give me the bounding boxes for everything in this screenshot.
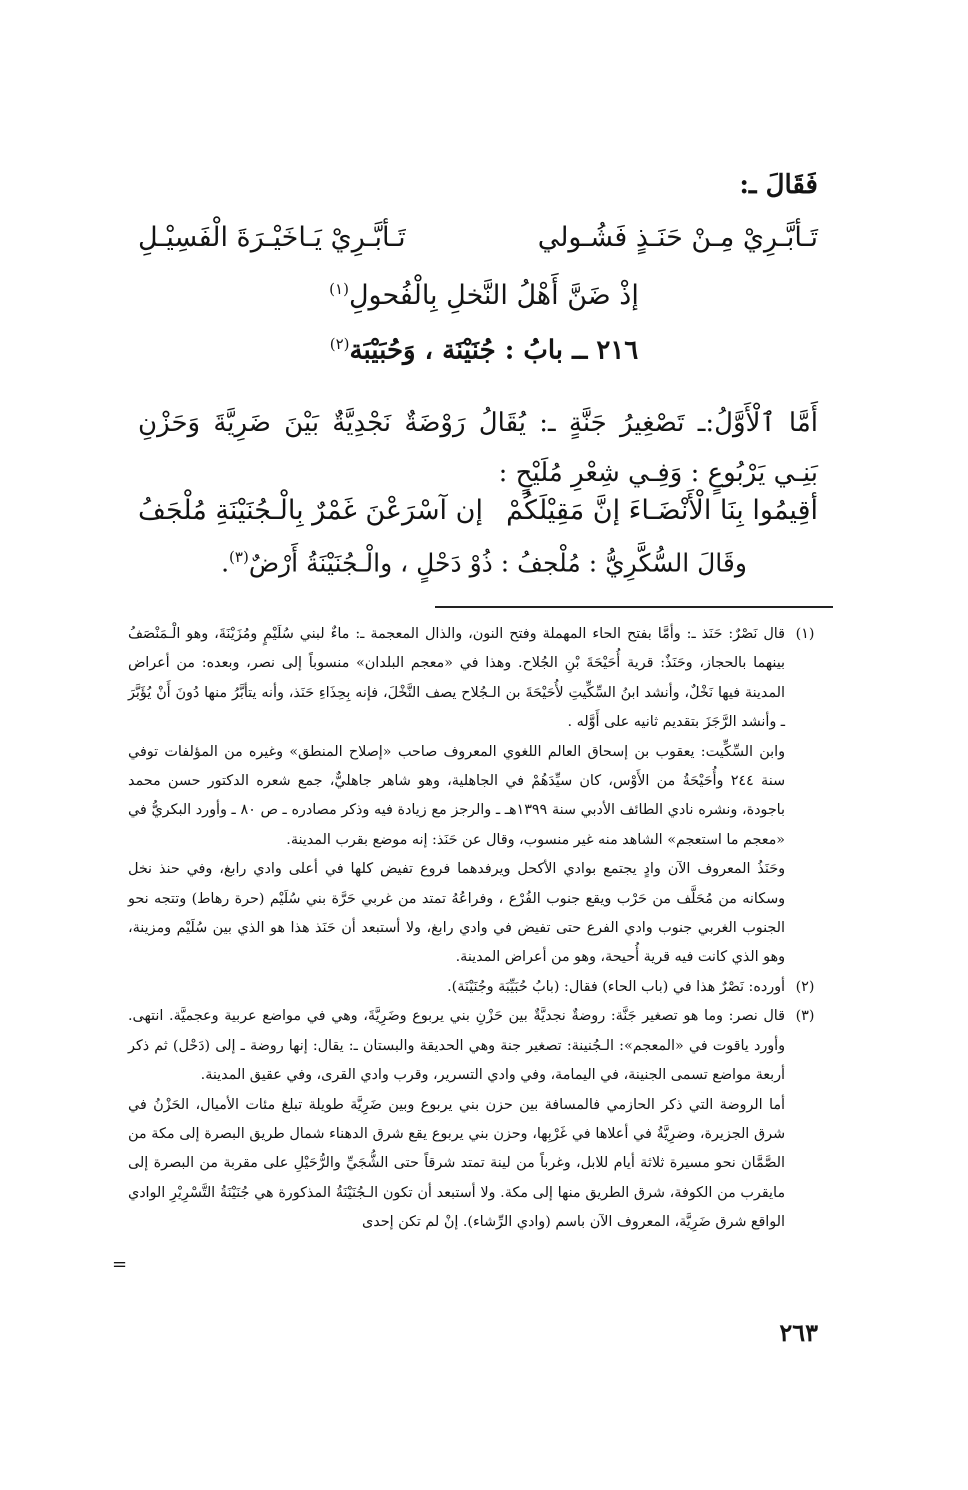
footnotes [128,620,825,1238]
footnote-ref-3[interactable]: (٣) [229,548,249,566]
sukkari-text: وقَالَ السُّكَّرِيُّ : مُلْجفُ : ذُوْ دَحْلٍ ، والْـجُنَيْنَةُ أَرْضٌ [248,548,747,578]
verse-2-hemistich-1: أقِيمُوا بِنَا الْأَنْضَـاءَ إنَّ مَقِيْلَكُمْ [506,495,818,526]
verse-1-line-2-text: إذْ ضَنَّ أَهْلُ النَّخلِ بِالْفُحولِ [348,280,639,311]
footnote-number: (٢) [795,978,815,995]
chapter-heading [0,335,968,366]
footnote-paragraph: وحَنَذُ المعروف الآن وادٍ يجتمع بوادي الأكحل ويرفدهما فروع تفيض كلها في أعلى وادي رابغ، وفي حنذ نخل وسكانه من مُحَلَّف من حَرْب ويقع جنوب الفُرْع ، وفراعُهُ تمتد من غربي حَرَّة بني سُلَيْم (حرة رهاط) وتتجه نحو الجنوب الغربي جنوب وادي الفرع حتى تفيض في وادي رابغ، ولا أستبعد أن حَنَذ هذا هو الذي بين سُلَيْم ومزينة، وهو الذي كانت فيه قرية أُحيحة، وهو من أعراض المدينة. [128,861,785,966]
page-number: ٢٦٣ [779,1318,818,1347]
footnote-number: (٣) [795,1008,815,1025]
continuation-mark: = [112,1254,128,1275]
footnote-1 [128,620,825,973]
sukkari-line [0,548,968,577]
chapter-label: بابُ : [504,335,564,366]
footnote-body [128,973,785,1002]
chapter-number: ٢١٦ ــ [572,335,639,366]
footnote-number: (١) [795,626,815,642]
verse-1-hemistich-2: تَـأبَّـرِيْ يَـاخَيْـرَةَ الْفَسِيْـلِ [138,222,406,253]
footnote-paragraph: أورده: نَصْرٌ هذا في (باب الحاء) فقال: (بابُ حُبَيِّبَة وجُنَيْنَة). [447,978,785,995]
verse-1-hemistich-1: تَـأبَّـرِيْ مِـنْ حَنَـذٍ فَشُـولي [537,222,818,253]
footnote-body [128,620,785,973]
footnote-3 [128,1002,825,1237]
body-paragraph: أَمَّا ٱلْأَوَّلُ:ـ تَصْغِيرُ جَنَّةٍ ـ: يُقَالُ رَوْضَةٌ نَجْدِيَّةٌ بَيْنَ ضَرِيَّةَ وَحَزْنِ بَنِـي يَرْبُوعٍ : وَفِـي شِعْرِ مُلَيْحٍ : [138,408,818,488]
footnote-paragraph: قال نَصْرٌ: حَنَذ ـ: وأمَّا بفتح الحاء المهملة وفتح النون، والذال المعجمة ـ: ماءٌ لبني سُلَيْمٍ ومُزَيْنَةَ، وهو الْـمَنْصَفُ بينهما بالحجاز، وحَنَذٌ: قرية أُحَيْحَةَ بْنِ الجُلاح. وهذا في «معجم البلدان» منسوباً إلى نصر، وبعده: من أعراض المدينة فيها نَخْلٌ، وأنشد ابنُ السِّكِّيتِ لأُحَيْحَةَ بن الـجُلاح يصف النَّخْلَ، فإنه بِحِذَاءِ حَنَذ، وأنه يتأبَّرُ منها دُونَ أَنْ يُؤَبَّرَ ـ وأنشد الرَّجَزَ بتقديم ثانيه على أَوَّله . [128,626,785,731]
footnote-paragraph: أما الروضة التي ذكر الحازمي فالمسافة بين حزن بني يربوع وبين ضَرِيَّة طويلة تبلغ مئات الأميال، الحَزْنُ في شرق الجزيرة، وضرِيَّةُ في أعلاها في غَرْبِها، وحزن بني يربوع يقع شرق الدهناء شمال طريق البصرة إلى مكة من الصَّمَّان نحو مسيرة ثلاثة أيام للابل، وغرباً من لينة تمتد شرقاً حتى الشُّجَيِّ والرُّحَيْلِ على مقربة من البصرة إلى مايقرب من الكوفة، شرق الطريق منها إلى مكة. ولا أستبعد أن تكون الـجُنَيْنَةُ المذكورة هي جُنَيْنَةُ التَّسْرِيْرِ الوادي الواقع شرق ضَرِيَّة، المعروف الآن باسم (وادي الرِّشاء). إنْ لم تكن إحدى [128,1096,785,1231]
footnote-paragraph: قال نصر: وما هو تصغير جَنَّة: روضةٌ نجديَّةٌ بين حَزْنِ بني يربوع وضَرِيَّةَ، وهي في مواضع عربية وعجميَّة. انتهى. وأورد ياقوت في «المعجم»: الـجُنينة: تصغير جنة وهي الحديقة والبستان ـ: يقال: إنها روضة ـ إلى (دَحْل) ثم ذكر أربعة مواضع تسمى الجنينة، في اليمامة، وفي وادي التسرير، وقرب وادي القرى، وفي عقيق المدينة. [128,1008,785,1084]
verse-1-line-2 [0,280,968,311]
footnote-ref-2[interactable]: (٢) [329,335,350,353]
footnote-paragraph: وابن السِّكِّيت: يعقوب بن إسحاق العالم اللغوي المعروف صاحب «إصلاح المنطق» وغيره من المؤلفات توفي سنة ٢٤٤ وأُحَيْحَةُ من الأَوْس، كان سيِّدَهُمْ في الجاهلية، وهو شاهر جاهليٌّ، جمع شعره الدكتور حسن محمد باجودة، ونشره نادي الطائف الأدبي سنة ١٣٩٩هـ ـ والرجز مع زيادة فيه وذكر مصادره ـ ص ٨٠ ـ وأورد البكريُّ في «معجم ما استعجم» الشاهد منه غير منسوب، وقال عن حَنَذ: إنه موضع بقرب المدينة. [128,743,785,848]
verse-1 [138,222,818,253]
footnote-ref-1[interactable]: (١) [329,280,349,298]
chapter-title: جُنَيْنَة ، وَحُبَيْبَة [349,335,496,366]
footnote-body [128,1002,785,1237]
intro-label: فَقَالَ ـ: [739,170,818,200]
verse-2-hemistich-2: إن آسْرَعْنَ غَمْرٌ بِالْـجُنَيْنَةِ مُلْجَفُ [138,495,483,526]
footnote-2 [128,973,825,1002]
verse-2 [138,495,818,526]
sukkari-end: . [221,548,230,578]
footnote-divider [435,606,833,608]
